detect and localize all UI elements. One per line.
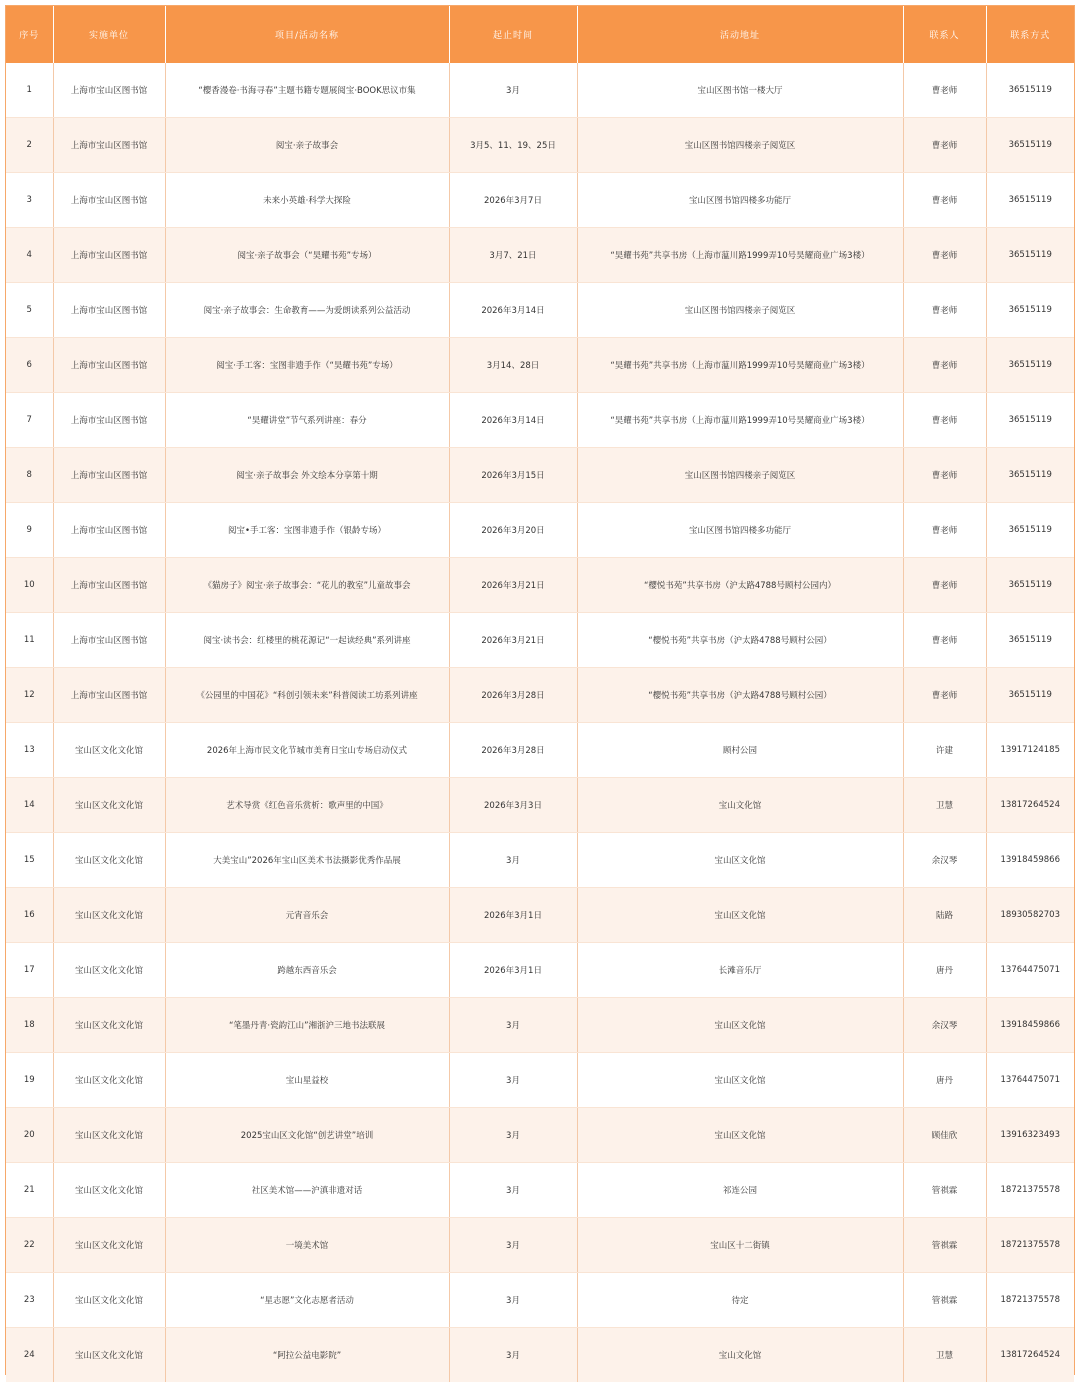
table-row — [6, 1163, 1074, 1218]
cell-activity-name: 一境美术馆 — [165, 1218, 449, 1273]
cell-index: 11 — [6, 613, 53, 668]
cell-contact-phone: 13817264524 — [986, 778, 1074, 833]
cell-period: 3月 — [449, 1218, 577, 1273]
cell-period: 2026年3月21日 — [449, 613, 577, 668]
cell-organizer: 宝山区文化文化馆 — [53, 1163, 165, 1218]
cell-organizer: 上海市宝山区图书馆 — [53, 173, 165, 228]
cell-index: 22 — [6, 1218, 53, 1273]
cell-activity-name: 阅宝·亲子故事会：生命教育——为爱朗读系列公益活动 — [165, 283, 449, 338]
cell-contact-person: 管祺霖 — [903, 1163, 986, 1218]
activity-table — [6, 6, 1074, 1382]
cell-index: 10 — [6, 558, 53, 613]
cell-address: 宝山区图书馆四楼亲子阅览区 — [577, 118, 903, 173]
cell-address: 宝山区图书馆一楼大厅 — [577, 63, 903, 118]
cell-index: 17 — [6, 943, 53, 998]
table-row — [6, 888, 1074, 943]
table-row — [6, 338, 1074, 393]
cell-contact-phone: 13817264524 — [986, 1328, 1074, 1382]
cell-organizer: 上海市宝山区图书馆 — [53, 503, 165, 558]
cell-contact-phone: 13764475071 — [986, 1053, 1074, 1108]
activity-table-container — [5, 5, 1075, 1375]
cell-contact-person: 余汉琴 — [903, 998, 986, 1053]
header-index: 序号 — [6, 6, 53, 63]
cell-contact-phone: 13918459866 — [986, 998, 1074, 1053]
cell-organizer: 上海市宝山区图书馆 — [53, 613, 165, 668]
cell-period: 3月14、28日 — [449, 338, 577, 393]
cell-contact-phone: 36515119 — [986, 228, 1074, 283]
cell-address: 宝山区文化馆 — [577, 998, 903, 1053]
cell-contact-person: 曹老师 — [903, 503, 986, 558]
table-row — [6, 998, 1074, 1053]
cell-activity-name: 跨越东西音乐会 — [165, 943, 449, 998]
table-row — [6, 1218, 1074, 1273]
cell-activity-name: “星志愿”文化志愿者活动 — [165, 1273, 449, 1328]
cell-address: 祁连公园 — [577, 1163, 903, 1218]
cell-activity-name: 社区美术馆——沪滇非遗对话 — [165, 1163, 449, 1218]
cell-contact-phone: 13917124185 — [986, 723, 1074, 778]
cell-address: “樱悦书苑”共享书房（沪太路4788号顾村公园） — [577, 613, 903, 668]
cell-index: 19 — [6, 1053, 53, 1108]
cell-period: 2026年3月3日 — [449, 778, 577, 833]
cell-activity-name: “阿拉公益电影院” — [165, 1328, 449, 1382]
cell-period: 2026年3月28日 — [449, 668, 577, 723]
table-row — [6, 1328, 1074, 1382]
cell-address: 宝山文化馆 — [577, 1328, 903, 1382]
cell-address: 长滩音乐厅 — [577, 943, 903, 998]
cell-period: 3月 — [449, 1108, 577, 1163]
cell-organizer: 宝山区文化文化馆 — [53, 723, 165, 778]
header-address: 活动地址 — [577, 6, 903, 63]
cell-contact-person: 卫慧 — [903, 1328, 986, 1382]
cell-contact-person: 唐丹 — [903, 1053, 986, 1108]
cell-index: 8 — [6, 448, 53, 503]
cell-organizer: 上海市宝山区图书馆 — [53, 63, 165, 118]
cell-organizer: 上海市宝山区图书馆 — [53, 448, 165, 503]
cell-address: “昊耀书苑”共享书房（上海市蕰川路1999弄10号昊耀商业广场3楼） — [577, 338, 903, 393]
cell-contact-person: 管祺霖 — [903, 1218, 986, 1273]
cell-index: 13 — [6, 723, 53, 778]
cell-contact-phone: 36515119 — [986, 63, 1074, 118]
cell-period: 3月 — [449, 833, 577, 888]
cell-period: 2026年3月1日 — [449, 943, 577, 998]
cell-address: 顾村公园 — [577, 723, 903, 778]
cell-organizer: 宝山区文化文化馆 — [53, 888, 165, 943]
cell-contact-person: 许建 — [903, 723, 986, 778]
cell-contact-phone: 36515119 — [986, 668, 1074, 723]
cell-period: 3月 — [449, 1053, 577, 1108]
cell-contact-person: 曹老师 — [903, 63, 986, 118]
cell-organizer: 宝山区文化文化馆 — [53, 1053, 165, 1108]
cell-activity-name: 《公园里的中国花》“科创引领未来”科普阅读工坊系列讲座 — [165, 668, 449, 723]
cell-address: “昊耀书苑”共享书房（上海市蕰川路1999弄10号昊耀商业广场3楼） — [577, 228, 903, 283]
cell-contact-phone: 18721375578 — [986, 1163, 1074, 1218]
table-row — [6, 668, 1074, 723]
cell-contact-phone: 36515119 — [986, 118, 1074, 173]
table-row — [6, 393, 1074, 448]
cell-activity-name: “昊耀讲堂”节气系列讲座：春分 — [165, 393, 449, 448]
cell-activity-name: 阅宝·读书会：红楼里的桃花源记“一起读经典”系列讲座 — [165, 613, 449, 668]
cell-activity-name: 大美宝山”2026年宝山区美术书法摄影优秀作品展 — [165, 833, 449, 888]
table-body — [6, 63, 1074, 1382]
cell-activity-name: 阅宝·亲子故事会 外文绘本分享第十期 — [165, 448, 449, 503]
table-row — [6, 558, 1074, 613]
cell-activity-name: 2025宝山区文化馆“创艺讲堂”培训 — [165, 1108, 449, 1163]
cell-period: 3月 — [449, 1328, 577, 1382]
header-contact-person: 联系人 — [903, 6, 986, 63]
cell-period: 3月 — [449, 63, 577, 118]
cell-activity-name: 宝山星益校 — [165, 1053, 449, 1108]
cell-contact-phone: 36515119 — [986, 173, 1074, 228]
cell-organizer: 上海市宝山区图书馆 — [53, 338, 165, 393]
cell-contact-phone: 36515119 — [986, 283, 1074, 338]
cell-address: 宝山文化馆 — [577, 778, 903, 833]
cell-index: 5 — [6, 283, 53, 338]
cell-index: 9 — [6, 503, 53, 558]
table-row — [6, 228, 1074, 283]
cell-contact-phone: 18721375578 — [986, 1218, 1074, 1273]
cell-period: 3月5、11、19、25日 — [449, 118, 577, 173]
cell-period: 2026年3月1日 — [449, 888, 577, 943]
cell-activity-name: 阅宝•手工客：宝图非遗手作（银龄专场） — [165, 503, 449, 558]
cell-contact-phone: 36515119 — [986, 448, 1074, 503]
cell-contact-phone: 13764475071 — [986, 943, 1074, 998]
cell-contact-phone: 36515119 — [986, 558, 1074, 613]
cell-contact-person: 曹老师 — [903, 393, 986, 448]
cell-contact-phone: 36515119 — [986, 613, 1074, 668]
cell-address: 宝山区文化馆 — [577, 1108, 903, 1163]
cell-period: 2026年3月14日 — [449, 283, 577, 338]
cell-activity-name: 《猫房子》阅宝·亲子故事会：“花儿的教室”儿童故事会 — [165, 558, 449, 613]
cell-activity-name: 2026年上海市民文化节城市美育日宝山专场启动仪式 — [165, 723, 449, 778]
cell-organizer: 宝山区文化文化馆 — [53, 1328, 165, 1382]
cell-organizer: 上海市宝山区图书馆 — [53, 228, 165, 283]
cell-address: 待定 — [577, 1273, 903, 1328]
header-activity-name: 项目/活动名称 — [165, 6, 449, 63]
cell-contact-person: 陆路 — [903, 888, 986, 943]
cell-period: 2026年3月14日 — [449, 393, 577, 448]
table-row — [6, 1273, 1074, 1328]
cell-contact-phone: 36515119 — [986, 393, 1074, 448]
table-row — [6, 943, 1074, 998]
cell-index: 6 — [6, 338, 53, 393]
table-row — [6, 1053, 1074, 1108]
cell-activity-name: 元宵音乐会 — [165, 888, 449, 943]
cell-address: 宝山区文化馆 — [577, 833, 903, 888]
cell-contact-person: 曹老师 — [903, 338, 986, 393]
cell-index: 4 — [6, 228, 53, 283]
cell-organizer: 宝山区文化文化馆 — [53, 998, 165, 1053]
cell-index: 7 — [6, 393, 53, 448]
cell-period: 3月 — [449, 1163, 577, 1218]
cell-index: 1 — [6, 63, 53, 118]
cell-index: 23 — [6, 1273, 53, 1328]
table-row — [6, 613, 1074, 668]
cell-contact-person: 曹老师 — [903, 118, 986, 173]
cell-contact-person: 顾佳欣 — [903, 1108, 986, 1163]
table-row — [6, 63, 1074, 118]
cell-activity-name: 阅宝·亲子故事会（“昊耀书苑”专场） — [165, 228, 449, 283]
cell-activity-name: 艺术导赏《红色音乐赏析：歌声里的中国》 — [165, 778, 449, 833]
cell-period: 2026年3月21日 — [449, 558, 577, 613]
cell-address: 宝山区文化馆 — [577, 888, 903, 943]
table-row — [6, 778, 1074, 833]
cell-contact-person: 唐丹 — [903, 943, 986, 998]
cell-contact-person: 曹老师 — [903, 668, 986, 723]
cell-index: 3 — [6, 173, 53, 228]
cell-period: 3月7、21日 — [449, 228, 577, 283]
cell-index: 16 — [6, 888, 53, 943]
table-row — [6, 833, 1074, 888]
table-row — [6, 173, 1074, 228]
cell-address: “樱悦书苑”共享书房（沪太路4788号顾村公园） — [577, 668, 903, 723]
cell-period: 2026年3月28日 — [449, 723, 577, 778]
cell-period: 2026年3月15日 — [449, 448, 577, 503]
cell-contact-person: 曹老师 — [903, 283, 986, 338]
cell-index: 14 — [6, 778, 53, 833]
cell-contact-phone: 18930582703 — [986, 888, 1074, 943]
header-period: 起止时间 — [449, 6, 577, 63]
cell-organizer: 宝山区文化文化馆 — [53, 1273, 165, 1328]
cell-index: 12 — [6, 668, 53, 723]
header-contact-phone: 联系方式 — [986, 6, 1074, 63]
cell-address: “樱悦书苑”共享书房（沪太路4788号顾村公园内） — [577, 558, 903, 613]
cell-address: 宝山区图书馆四楼多功能厅 — [577, 503, 903, 558]
cell-organizer: 上海市宝山区图书馆 — [53, 283, 165, 338]
cell-contact-person: 曹老师 — [903, 558, 986, 613]
cell-address: 宝山区图书馆四楼亲子阅览区 — [577, 448, 903, 503]
cell-organizer: 上海市宝山区图书馆 — [53, 668, 165, 723]
cell-organizer: 宝山区文化文化馆 — [53, 833, 165, 888]
cell-activity-name: “樱香漫卷·书海寻春”主题书籍专题展阅宝·BOOK思议市集 — [165, 63, 449, 118]
cell-contact-phone: 36515119 — [986, 338, 1074, 393]
cell-activity-name: 未来小英雄·科学大探险 — [165, 173, 449, 228]
cell-period: 2026年3月7日 — [449, 173, 577, 228]
cell-contact-phone: 18721375578 — [986, 1273, 1074, 1328]
cell-contact-phone: 13916323493 — [986, 1108, 1074, 1163]
cell-contact-person: 卫慧 — [903, 778, 986, 833]
cell-index: 20 — [6, 1108, 53, 1163]
table-header-row — [6, 6, 1074, 63]
header-organizer: 实施单位 — [53, 6, 165, 63]
cell-contact-person: 曹老师 — [903, 448, 986, 503]
cell-index: 21 — [6, 1163, 53, 1218]
table-row — [6, 723, 1074, 778]
cell-organizer: 上海市宝山区图书馆 — [53, 558, 165, 613]
cell-contact-person: 曹老师 — [903, 613, 986, 668]
cell-address: “昊耀书苑”共享书房（上海市蕰川路1999弄10号昊耀商业广场3楼） — [577, 393, 903, 448]
cell-organizer: 宝山区文化文化馆 — [53, 1108, 165, 1163]
cell-contact-person: 余汉琴 — [903, 833, 986, 888]
cell-organizer: 上海市宝山区图书馆 — [53, 118, 165, 173]
cell-contact-person: 管祺霖 — [903, 1273, 986, 1328]
cell-organizer: 宝山区文化文化馆 — [53, 778, 165, 833]
cell-organizer: 宝山区文化文化馆 — [53, 1218, 165, 1273]
cell-organizer: 上海市宝山区图书馆 — [53, 393, 165, 448]
cell-period: 3月 — [449, 998, 577, 1053]
cell-contact-phone: 13918459866 — [986, 833, 1074, 888]
cell-contact-phone: 36515119 — [986, 503, 1074, 558]
cell-address: 宝山区图书馆四楼多功能厅 — [577, 173, 903, 228]
cell-index: 24 — [6, 1328, 53, 1382]
table-row — [6, 1108, 1074, 1163]
cell-organizer: 宝山区文化文化馆 — [53, 943, 165, 998]
cell-activity-name: 阅宝·手工客：宝图非遗手作（“昊耀书苑”专场） — [165, 338, 449, 393]
table-row — [6, 118, 1074, 173]
cell-contact-person: 曹老师 — [903, 173, 986, 228]
cell-address: 宝山区十二街镇 — [577, 1218, 903, 1273]
cell-address: 宝山区图书馆四楼亲子阅览区 — [577, 283, 903, 338]
cell-activity-name: “笔墨丹青·瓷韵江山”湘浙沪三地书法联展 — [165, 998, 449, 1053]
table-row — [6, 503, 1074, 558]
cell-index: 18 — [6, 998, 53, 1053]
cell-index: 2 — [6, 118, 53, 173]
cell-activity-name: 阅宝·亲子故事会 — [165, 118, 449, 173]
cell-address: 宝山区文化馆 — [577, 1053, 903, 1108]
table-row — [6, 283, 1074, 338]
cell-index: 15 — [6, 833, 53, 888]
cell-period: 2026年3月20日 — [449, 503, 577, 558]
cell-contact-person: 曹老师 — [903, 228, 986, 283]
cell-period: 3月 — [449, 1273, 577, 1328]
table-row — [6, 448, 1074, 503]
